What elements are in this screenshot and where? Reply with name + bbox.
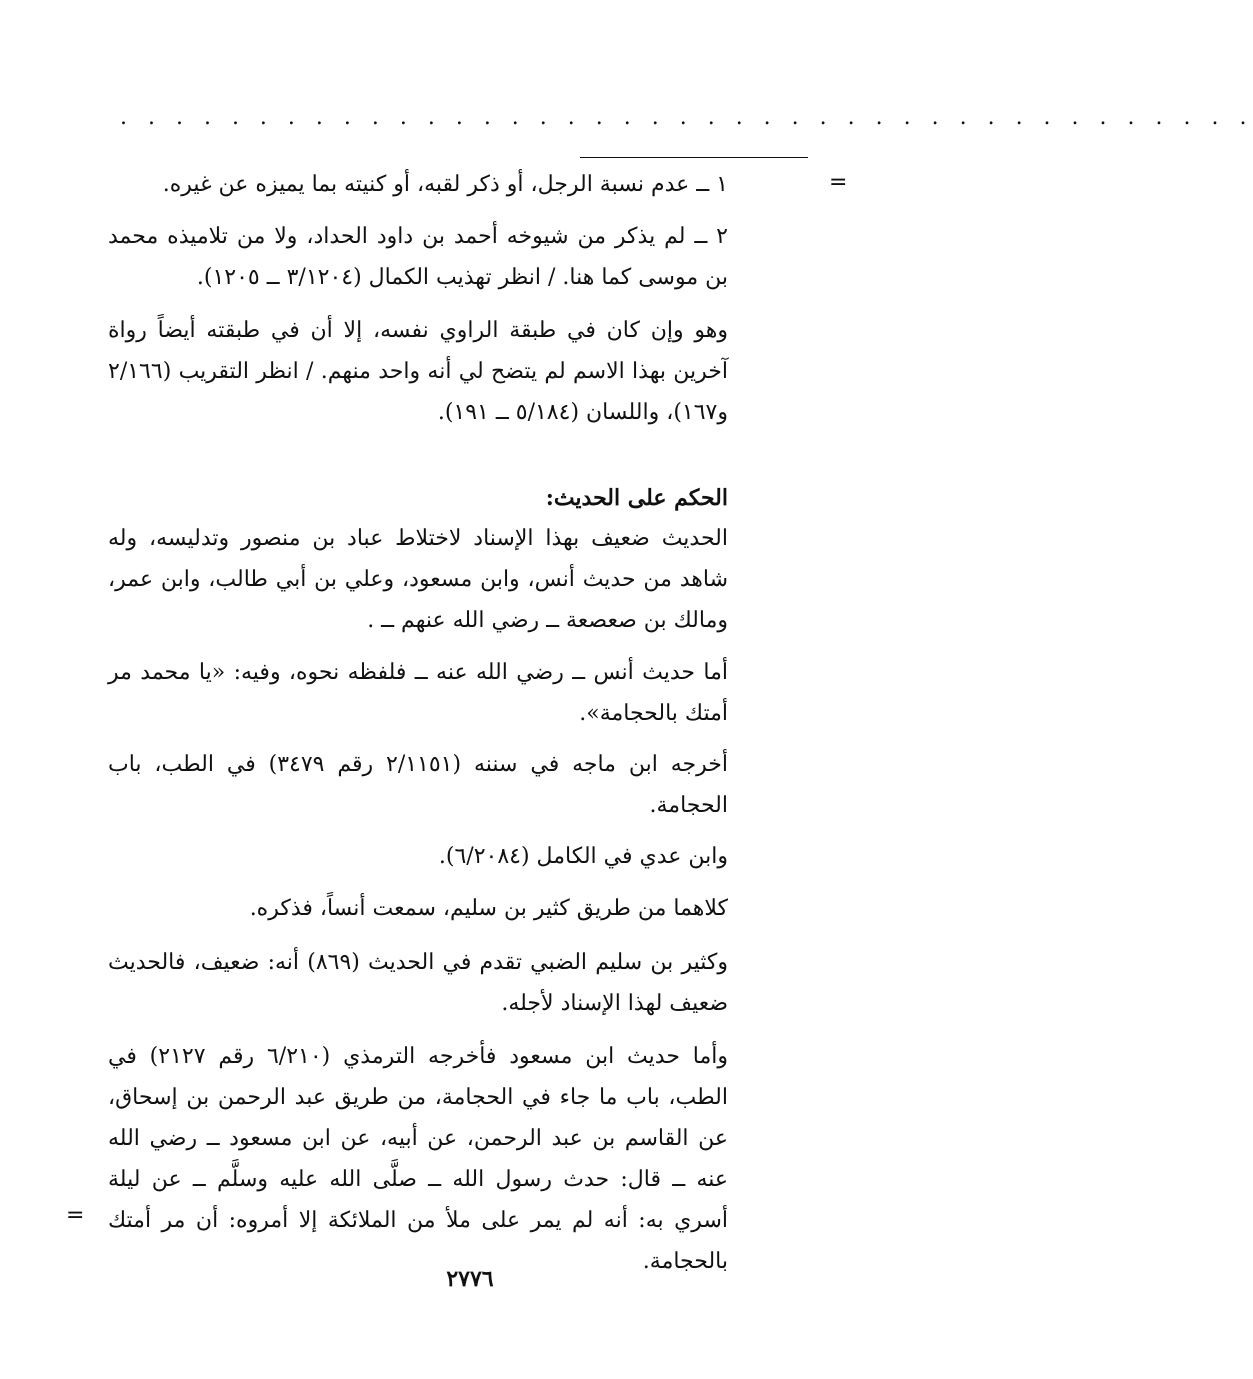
footnote-separator-rule [580, 157, 808, 158]
footnote-2 [108, 216, 728, 298]
paragraph-text: الحديث ضعيف بهذا الإسناد لاختلاط عباد بن منصور وتدليسه، وله شاهد من حديث أنس، وابن مسعود، وعلي بن أبي طالب، وابن عمر، ومالك بن صعصعة ــ رضي الله عنهم ــ . [108, 526, 729, 633]
header-dot-line: . . . . . . . . . . . . . . . . . . . . . . . . . . . . . . . . . . . . . . . . . [120, 105, 1253, 130]
paragraph-6 [108, 942, 728, 1024]
page-number: ٢٧٧٦ [446, 1266, 494, 1292]
footnote-text: ٢ ــ لم يذكر من شيوخه أحمد بن داود الحداد، ولا من تلاميذه محمد بن موسى كما هنا. / انظر تهذيب الكمال (٣/١٢٠٤ ــ ١٢٠٥). [108, 224, 728, 290]
paragraph-5 [108, 888, 728, 929]
paragraph-text: وابن عدي في الكامل (٦/٢٠٨٤). [438, 844, 728, 869]
paragraph-1 [108, 518, 728, 641]
paragraph-2 [108, 652, 728, 734]
paragraph-text: وأما حديث ابن مسعود فأخرجه الترمذي (٦/٢١٠ رقم ٢١٢٧) في الطب، باب ما جاء في الحجامة، من طريق عبد الرحمن بن إسحاق، عن القاسم بن عبد الرحمن، عن أبيه، عن ابن مسعود ــ رضي الله عنه ــ قال: حدث رسول الله ــ صلَّى الله عليه وسلَّم ــ عن ليلة أسري به: أنه لم يمر على ملأ من الملائكة إلا أمروه: أن مر أمتك بالحجامة. [108, 1044, 728, 1274]
footnote-text: وهو وإن كان في طبقة الراوي نفسه، إلا أن في طبقته أيضاً رواة آخرين بهذا الاسم لم يتضح لي أنه واحد منهم. / انظر التقريب (٢/١٦٦ و١٦٧)، واللسان (٥/١٨٤ ــ ١٩١). [108, 318, 728, 425]
paragraph-text: كلاهما من طريق كثير بن سليم، سمعت أنساً، فذكره. [249, 896, 728, 921]
paragraph-4 [108, 836, 728, 877]
paragraph-7 [108, 1036, 728, 1282]
section-heading: الحكم على الحديث: [545, 485, 728, 511]
paragraph-text: أما حديث أنس ــ رضي الله عنه ــ فلفظه نحوه، وفيه: «يا محمد مر أمتك بالحجامة». [108, 660, 728, 726]
continuation-mark-bottom: = [66, 1203, 85, 1228]
continuation-mark-top: = [829, 170, 848, 195]
paragraph-text: أخرجه ابن ماجه في سننه (٢/١١٥١ رقم ٣٤٧٩) في الطب، باب الحجامة. [108, 752, 728, 818]
paragraph-3 [108, 744, 728, 826]
footnote-text: ١ ــ عدم نسبة الرجل، أو ذكر لقبه، أو كنيته بما يميزه عن غيره. [162, 172, 728, 197]
paragraph-text: وكثير بن سليم الضبي تقدم في الحديث (٨٦٩) أنه: ضعيف، فالحديث ضعيف لهذا الإسناد لأجله. [108, 950, 728, 1016]
footnote-1 [108, 164, 728, 205]
footnote-2-continued [108, 310, 728, 433]
